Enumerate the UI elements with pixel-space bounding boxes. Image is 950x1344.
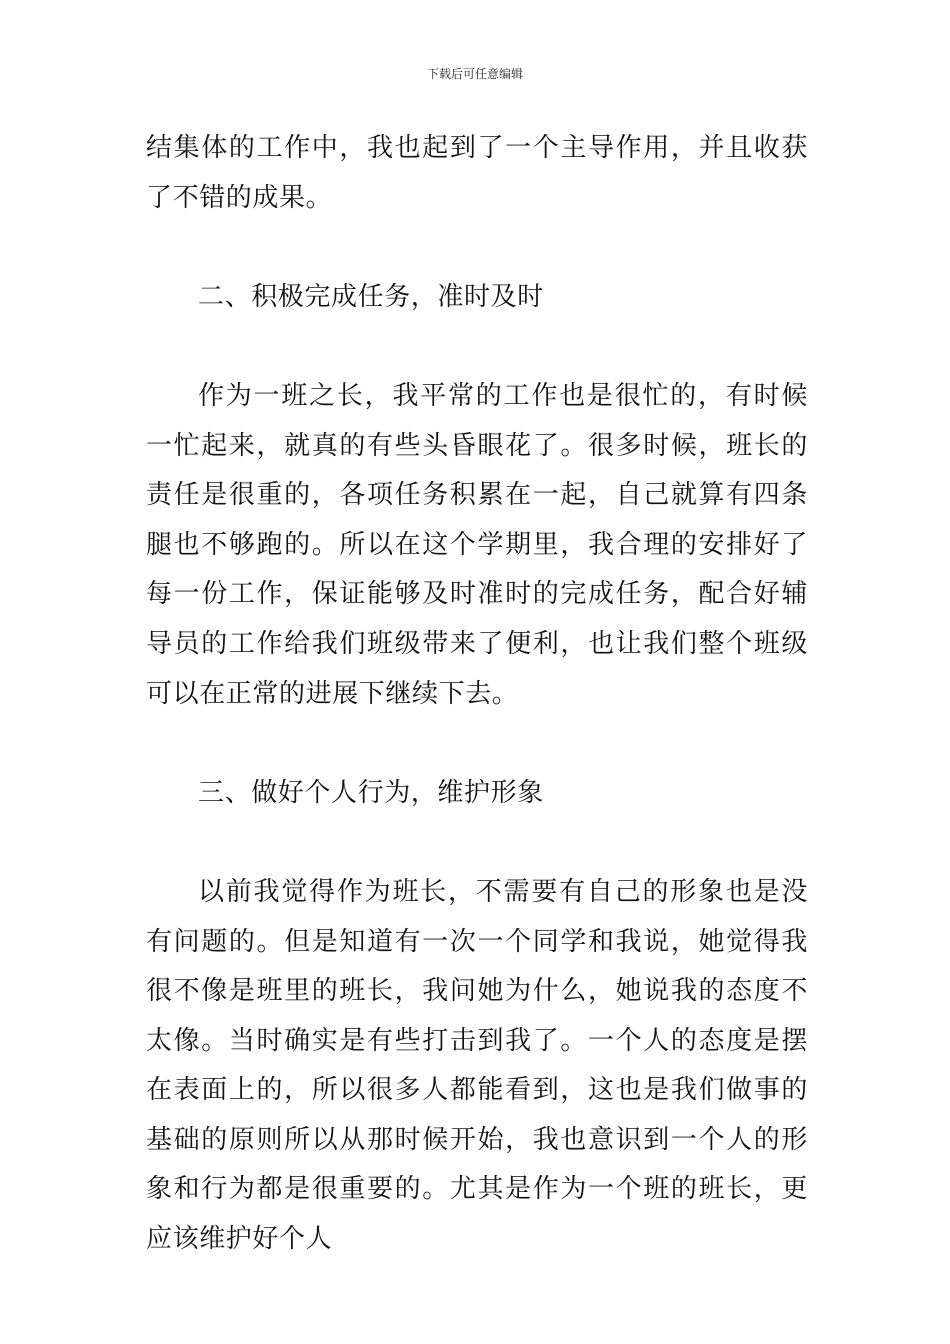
paragraph-section-2: 作为一班之长，我平常的工作也是很忙的，有时候一忙起来，就真的有些头昏眼花了。很多时候，班长的责任是很重的，各项任务积累在一起，自己就算有四条腿也不够跑的。所以在这个学期里，我合理的安排好了每一份工作，保证能够及时准时的完成任务，配合好辅导员的工作给我们班级带来了便利，也让我们整个班级可以在正常的进展下继续下去。 xyxy=(146,380,808,709)
section-heading-3: 三、做好个人行为，维护形象 xyxy=(198,777,544,808)
paragraph-section-3: 以前我觉得作为班长，不需要有自己的形象也是没有问题的。但是知道有一次一个同学和我说，她觉得我很不像是班里的班长，我问她为什么，她说我的态度不太像。当时确实是有些打击到我了。一个人的态度是摆在表面上的，所以很多人都能看到，这也是我们做事的基础的原则所以从那时候开始，我也意识到一个人的形象和行为都是很重要的。尤其是作为一个班的班长，更应该维护好个人 xyxy=(146,876,808,1255)
section-heading-2: 二、积极完成任务，准时及时 xyxy=(198,281,544,312)
paragraph-continuation: 结集体的工作中，我也起到了一个主导作用，并且收获了不错的成果。 xyxy=(146,133,808,213)
paragraph-gap xyxy=(146,223,808,273)
paragraph-gap xyxy=(146,322,808,372)
paragraph-gap xyxy=(146,719,808,769)
page-header-note: 下载后可任意编辑 xyxy=(426,67,523,81)
paragraph-gap xyxy=(146,818,808,868)
document-body xyxy=(146,124,808,1265)
